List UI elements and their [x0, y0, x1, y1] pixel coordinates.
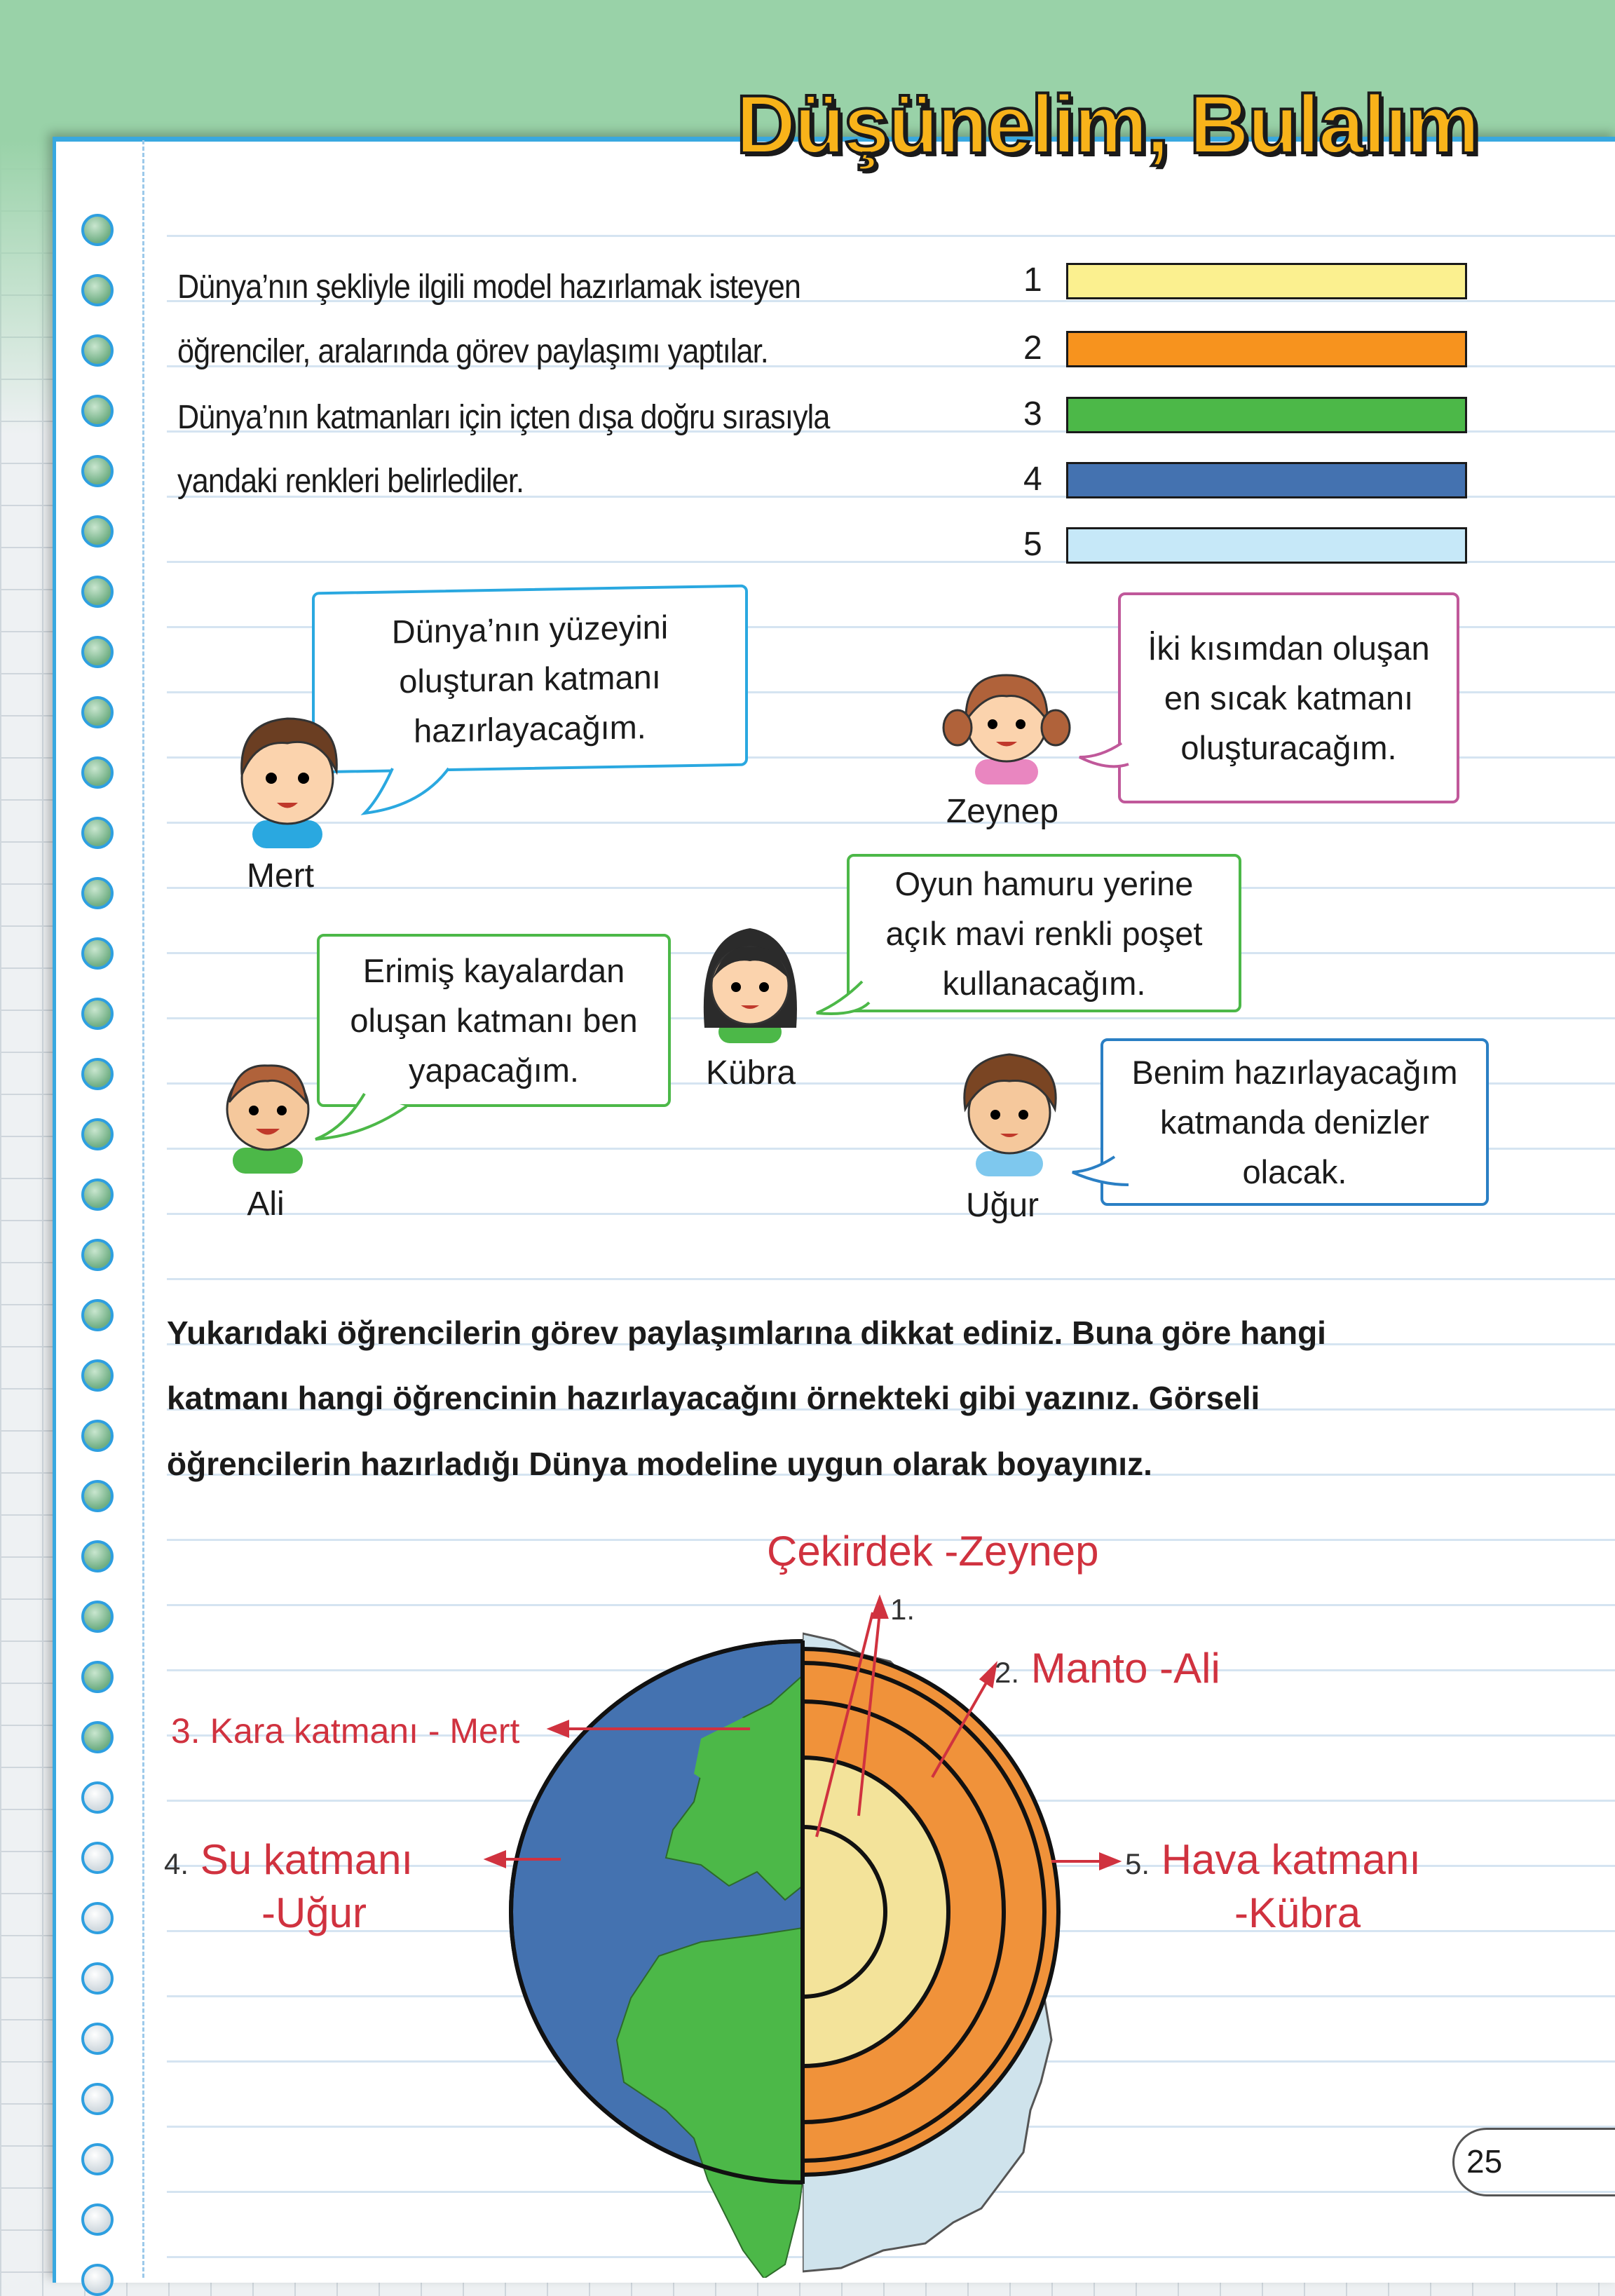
speech-line: oluşan katmanı ben [350, 1002, 638, 1039]
student-name-ugur: Uğur [965, 1187, 1040, 1224]
speech-line: katmanda denizler [1159, 1103, 1430, 1141]
earth-layers-diagram [0, 1507, 1615, 2278]
intro-line: Dünya’nın şekliyle ilgili model hazırlamak isteyen [177, 269, 801, 306]
speech-line: oluşturan katmanı [399, 658, 661, 700]
intro-line: Dünya’nın katmanları için içten dışa doğru sırasıyla [177, 399, 830, 436]
speech-line: Dünya’nın yüzeyini [391, 608, 669, 651]
ali-avatar [215, 1053, 320, 1174]
label-water: Su katmanı [200, 1836, 414, 1883]
color-key-number: 4 [1023, 461, 1042, 498]
speech-line: İki kısımdan oluşan [1147, 630, 1430, 667]
label-water-number: 4. [164, 1847, 189, 1880]
speech-line: hazırlayacağım. [414, 708, 646, 749]
color-key-number: 5 [1023, 526, 1042, 563]
label-land: Kara katmanı - Mert [210, 1711, 520, 1751]
speech-line: Benim hazırlayacağım [1131, 1054, 1458, 1091]
speech-line: en sıcak katmanı [1164, 679, 1414, 716]
label-land-number: 3. [171, 1711, 200, 1751]
speech-line: olacak. [1242, 1153, 1347, 1190]
student-name-ali: Ali [247, 1186, 285, 1223]
student-name-mert: Mert [247, 857, 314, 895]
binder-ring [81, 1359, 114, 1392]
page-number: 25 [1466, 2143, 1503, 2180]
speech-line: Erimiş kayalardan [362, 952, 625, 989]
color-key-number: 2 [1023, 330, 1042, 367]
page-title: Düşünelim, Bulalım [736, 79, 1478, 171]
zeynep-avatar [936, 661, 1077, 784]
instruction-line: katmanı hangi öğrencinin hazırlayacağını örnekteki gibi yazınız. Görseli [167, 1380, 1260, 1416]
speech-line: açık mavi renkli poşet [885, 914, 1203, 952]
speech-line: Oyun hamuru yerine [894, 864, 1194, 902]
instruction-line: öğrencilerin hazırladığı Dünya modeline uygun olarak boyayınız. [167, 1446, 1152, 1482]
color-key-number: 1 [1023, 261, 1042, 299]
ruled-line [167, 1278, 1615, 1280]
kubra-avatar [697, 923, 803, 1043]
color-key-number: 3 [1023, 395, 1042, 433]
speech-line: kullanacağım. [942, 964, 1146, 1002]
speech-line: yapacağım. [409, 1052, 579, 1089]
ugur-avatar [951, 1046, 1068, 1176]
label-air-number: 5. [1125, 1847, 1150, 1880]
label-core: Çekirdek -Zeynep [767, 1528, 1099, 1575]
label-air: Hava katmanı [1161, 1836, 1421, 1883]
label-water-student: -Uğur [261, 1889, 367, 1936]
label-mantle-number: 2. [995, 1656, 1020, 1689]
speech-line: oluşturacağım. [1180, 729, 1397, 766]
label-air-student: -Kübra [1234, 1889, 1361, 1936]
intro-line: yandaki renkleri belirlediler. [177, 463, 524, 500]
label-mantle: Manto -Ali [1030, 1645, 1220, 1692]
binder-ring [81, 1299, 114, 1331]
intro-line: öğrenciler, aralarında görev paylaşımı yaptılar. [177, 333, 768, 370]
label-core-number: 1. [890, 1593, 915, 1626]
binder-ring [81, 1420, 114, 1452]
mert-avatar [228, 708, 347, 848]
instruction-line: Yukarıdaki öğrencilerin görev paylaşımlarına dikkat ediniz. Buna göre hangi [167, 1315, 1326, 1351]
student-name-kubra: Kübra [705, 1054, 796, 1092]
student-name-zeynep: Zeynep [946, 793, 1059, 830]
